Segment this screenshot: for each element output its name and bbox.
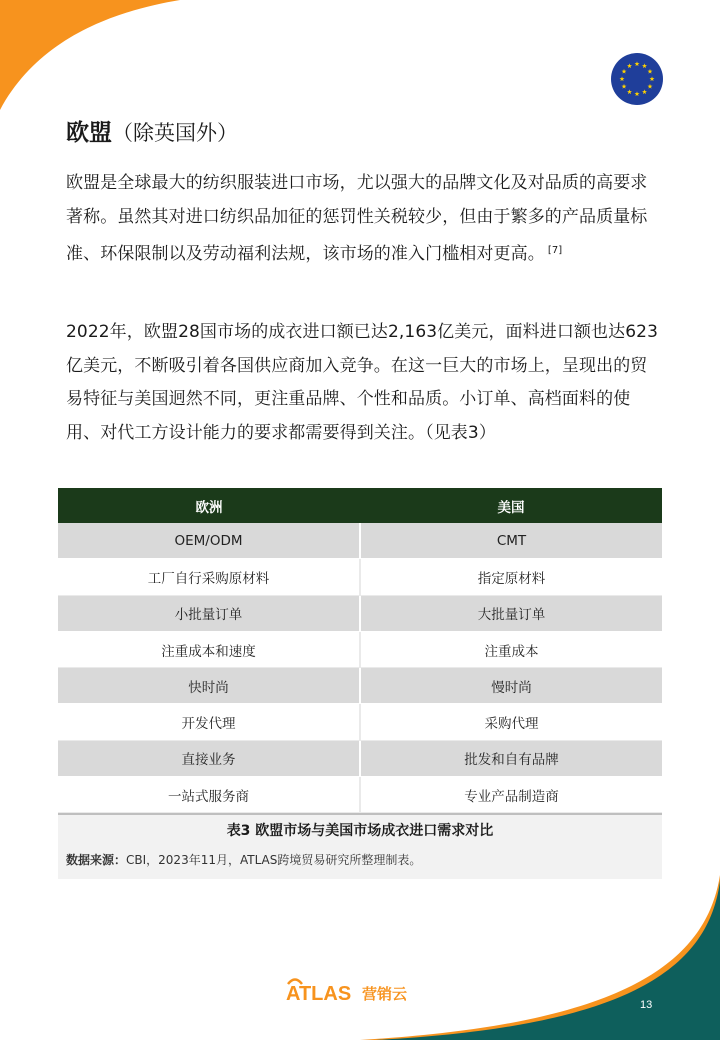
table-cell: CMT xyxy=(360,523,662,559)
table-cell: 采购代理 xyxy=(360,704,662,740)
table-cell: 大批量订单 xyxy=(360,595,662,631)
table-row xyxy=(58,777,662,813)
table-cell: 慢时尚 xyxy=(360,668,662,704)
logo-brand: ATLAS xyxy=(286,983,352,1005)
paragraph-market-text: 2022年，欧盟28国市场的成衣进口额已达2,163亿美元，面料进口额也达623亿美元，不断吸引着各国供应商加入竞争。在这一巨大的市场上，呈现出的贸易特征与美国迥然不同，更注重品牌、个性和品质。小订单、高档面料的使用、对代工方设计能力的要求都需要得到关注。（见表3） xyxy=(66,322,659,443)
page-number: 13 xyxy=(640,999,653,1011)
heading-paren: （除英国外） xyxy=(112,121,238,145)
table-header-europe: 欧洲 xyxy=(58,488,360,523)
table-cell: 开发代理 xyxy=(58,704,360,740)
table-cell: 批发和自有品牌 xyxy=(360,740,662,776)
table-cell: 注重成本和速度 xyxy=(58,631,360,667)
source-label: 数据来源： xyxy=(66,853,127,868)
eu-flag-icon xyxy=(610,52,664,106)
table-cell: 专业产品制造商 xyxy=(360,777,662,813)
table-row xyxy=(58,740,662,776)
atlas-logo xyxy=(286,976,426,1006)
comparison-table-block xyxy=(58,488,662,879)
table-source xyxy=(58,847,662,879)
paragraph-intro-text: 欧盟是全球最大的纺织服装进口市场，尤以强大的品牌文化及对品质的高要求著称。虽然其对进口纺织品加征的惩罚性关税较少，但由于繁多的产品质量标准、环保限制以及劳动福利法规，该市场的准入门槛相对更高。 xyxy=(66,173,648,264)
table-cell: 指定原材料 xyxy=(360,559,662,595)
table-cell: 小批量订单 xyxy=(58,595,360,631)
source-text: CBI，2023年11月，ATLAS跨境贸易研究所整理制表。 xyxy=(126,853,422,868)
table-cell: 一站式服务商 xyxy=(58,777,360,813)
table-cell: OEM/ODM xyxy=(58,523,360,559)
table-row xyxy=(58,559,662,595)
table-row xyxy=(58,523,662,559)
section-heading xyxy=(66,116,238,150)
table-cell: 直接业务 xyxy=(58,740,360,776)
table-header-usa: 美国 xyxy=(360,488,662,523)
table-cell: 工厂自行采购原材料 xyxy=(58,559,360,595)
table-row xyxy=(58,595,662,631)
logo-suffix: 营销云 xyxy=(362,985,408,1003)
table-row xyxy=(58,704,662,740)
corner-decoration-orange xyxy=(0,0,200,120)
table-header-row xyxy=(58,488,662,523)
table-row xyxy=(58,668,662,704)
paragraph-intro xyxy=(66,167,662,272)
citation-link[interactable]: [7] xyxy=(547,245,563,256)
table-cell: 注重成本 xyxy=(360,631,662,667)
table-row xyxy=(58,631,662,667)
table-cell: 快时尚 xyxy=(58,668,360,704)
comparison-table xyxy=(58,488,662,813)
table-caption: 表3 欧盟市场与美国市场成衣进口需求对比 xyxy=(58,813,662,847)
corner-decoration-teal xyxy=(360,875,720,1040)
paragraph-market xyxy=(66,316,662,450)
heading-main: 欧盟 xyxy=(66,120,112,146)
